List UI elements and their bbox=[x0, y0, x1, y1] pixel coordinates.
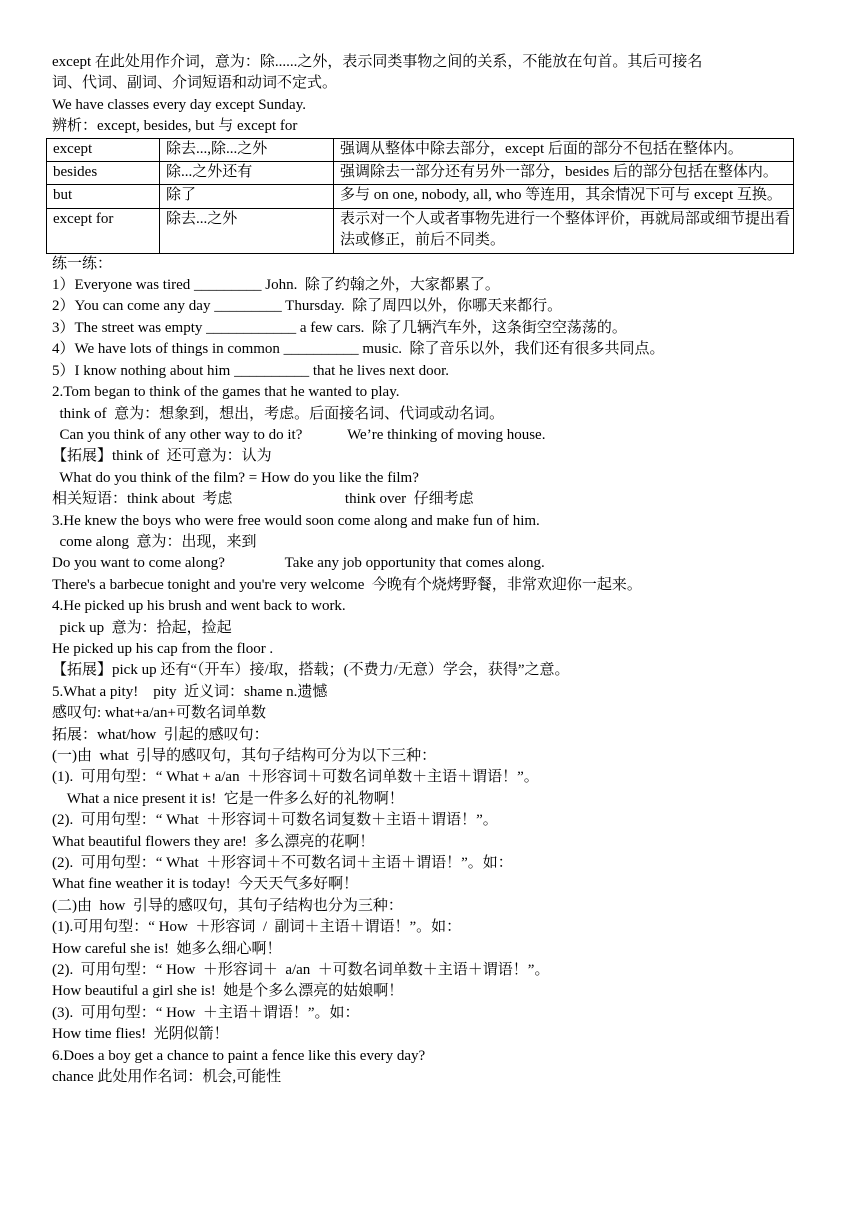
text-line: 感叹句: what+a/an+可数名词单数 bbox=[52, 705, 266, 722]
text-line: How careful she is! 她多么细心啊！ bbox=[52, 940, 282, 957]
text-line: 拓展：what/how 引起的感叹句： bbox=[52, 726, 269, 743]
text-line: (二)由 how 引导的感叹句，其句子结构也分为三种： bbox=[52, 897, 403, 914]
section-heading: 3.He knew the boys who were free would soon come along and make fun of him. bbox=[52, 512, 540, 529]
text-line: He picked up his cap from the floor . bbox=[52, 640, 274, 657]
comparison-heading: 辨析：except, besides, but 与 except for bbox=[52, 118, 298, 135]
table-row bbox=[47, 162, 794, 185]
table-cell-note: 强调从整体中除去部分，except 后面的部分不包括在整体内。 bbox=[334, 138, 794, 161]
table-cell-meaning: 除去...,除...之外 bbox=[160, 138, 334, 161]
section-heading: 5.What a pity! pity 近义词：shame n.遗憾 bbox=[52, 683, 328, 700]
text-line: think of 意为：想象到，想出，考虑。后面接名词、代词或动名词。 bbox=[52, 405, 505, 422]
table-row bbox=[47, 185, 794, 208]
text-line: 相关短语：think about 考虑 think over 仔细考虑 bbox=[52, 491, 474, 508]
document-page bbox=[52, 52, 812, 1089]
text-line: pick up 意为：拾起，捡起 bbox=[52, 619, 232, 636]
text-line: How beautiful a girl she is! 她是个多么漂亮的姑娘啊！ bbox=[52, 983, 404, 1000]
table-cell-meaning: 除去...之外 bbox=[160, 208, 334, 253]
practice-heading: 练一练： bbox=[52, 255, 113, 272]
table-row bbox=[47, 208, 794, 253]
text-line: (一)由 what 引导的感叹句，其句子结构可分为以下三种： bbox=[52, 748, 437, 764]
exercise-item: 5）I know nothing about him __________ that he lives next door. bbox=[52, 362, 450, 379]
intro-line: 词、代词、副词、介词短语和动词不定式。 bbox=[52, 75, 338, 92]
text-line: Can you think of any other way to do it? We’re thinking of moving house. bbox=[52, 426, 546, 443]
text-line: 【拓展】pick up 还有“（开车）接/取，搭载；(不费力/无意）学会，获得”之意。 bbox=[52, 662, 570, 679]
exercise-item: 4）We have lots of things in common __________ music. 除了音乐以外，我们还有很多共同点。 bbox=[52, 341, 665, 358]
text-line: (3). 可用句型：“ How ＋主语＋谓语！”。如： bbox=[52, 1004, 360, 1021]
text-line: (1).可用句型：“ How ＋形容词 / 副词＋主语＋谓语！”。如： bbox=[52, 919, 462, 936]
exercise-item: 1）Everyone was tired _________ John. 除了约翰之外，大家都累了。 bbox=[52, 277, 500, 294]
text-line: come along 意为：出现，来到 bbox=[52, 533, 257, 550]
table-cell-word: besides bbox=[47, 162, 160, 185]
example-sentence: We have classes every day except Sunday. bbox=[52, 96, 306, 113]
exercise-item: 2）You can come any day _________ Thursday. 除了周四以外，你哪天来都行。 bbox=[52, 298, 563, 315]
document-body bbox=[52, 254, 812, 1089]
table-row bbox=[47, 138, 794, 161]
text-line: (2). 可用句型：“ What ＋形容词＋不可数名词＋主语＋谓语！”。如： bbox=[52, 855, 513, 872]
text-line: Do you want to come along? Take any job opportunity that comes along. bbox=[52, 555, 545, 572]
text-line: 【拓展】think of 还可意为：认为 bbox=[52, 448, 272, 465]
text-line: How time flies! 光阴似箭！ bbox=[52, 1026, 229, 1043]
table-cell-word: except bbox=[47, 138, 160, 161]
section-heading: 6.Does a boy get a chance to paint a fence like this every day? bbox=[52, 1047, 426, 1064]
text-line: (2). 可用句型：“ What ＋形容词＋可数名词复数＋主语＋谓语！”。 bbox=[52, 812, 498, 829]
text-line: (1). 可用句型：“ What + a/an ＋形容词＋可数名词单数＋主语＋谓语！”。 bbox=[52, 769, 539, 786]
table-cell-word: but bbox=[47, 185, 160, 208]
text-line: What fine weather it is today! 今天天气多好啊！ bbox=[52, 876, 359, 893]
table-cell-note: 强调除去一部分还有另外一部分，besides 后的部分包括在整体内。 bbox=[334, 162, 794, 185]
text-line: There's a barbecue tonight and you're very welcome 今晚有个烧烤野餐，非常欢迎你一起来。 bbox=[52, 576, 642, 593]
text-line: What beautiful flowers they are! 多么漂亮的花啊！ bbox=[52, 833, 375, 850]
exercise-item: 3）The street was empty ____________ a few cars. 除了几辆汽车外，这条街空空荡荡的。 bbox=[52, 319, 627, 336]
table-cell-meaning: 除...之外还有 bbox=[160, 162, 334, 185]
section-heading: 4.He picked up his brush and went back to work. bbox=[52, 598, 346, 615]
comparison-table bbox=[46, 138, 794, 254]
intro-line: except 在此处用作介词，意为：除......之外，表示同类事物之间的关系，不能放在句首。其后可接名 bbox=[52, 54, 703, 70]
text-line: What do you think of the film? = How do you like the film? bbox=[52, 469, 419, 486]
table-cell-meaning: 除了 bbox=[160, 185, 334, 208]
section-heading: 2.Tom began to think of the games that he wanted to play. bbox=[52, 384, 400, 401]
table-cell-note: 多与 on one, nobody, all, who 等连用，其余情况下可与 except 互换。 bbox=[334, 185, 794, 208]
table-cell-note: 表示对一个人或者事物先进行一个整体评价，再就局部或细节提出看法或修正，前后不同类。 bbox=[334, 208, 794, 253]
text-line: chance 此处用作名词：机会,可能性 bbox=[52, 1069, 282, 1086]
text-line: What a nice present it is! 它是一件多么好的礼物啊！ bbox=[52, 790, 404, 807]
table-cell-word: except for bbox=[47, 208, 160, 253]
text-line: (2). 可用句型：“ How ＋形容词＋ a/an ＋可数名词单数＋主语＋谓语！”。 bbox=[52, 962, 550, 979]
